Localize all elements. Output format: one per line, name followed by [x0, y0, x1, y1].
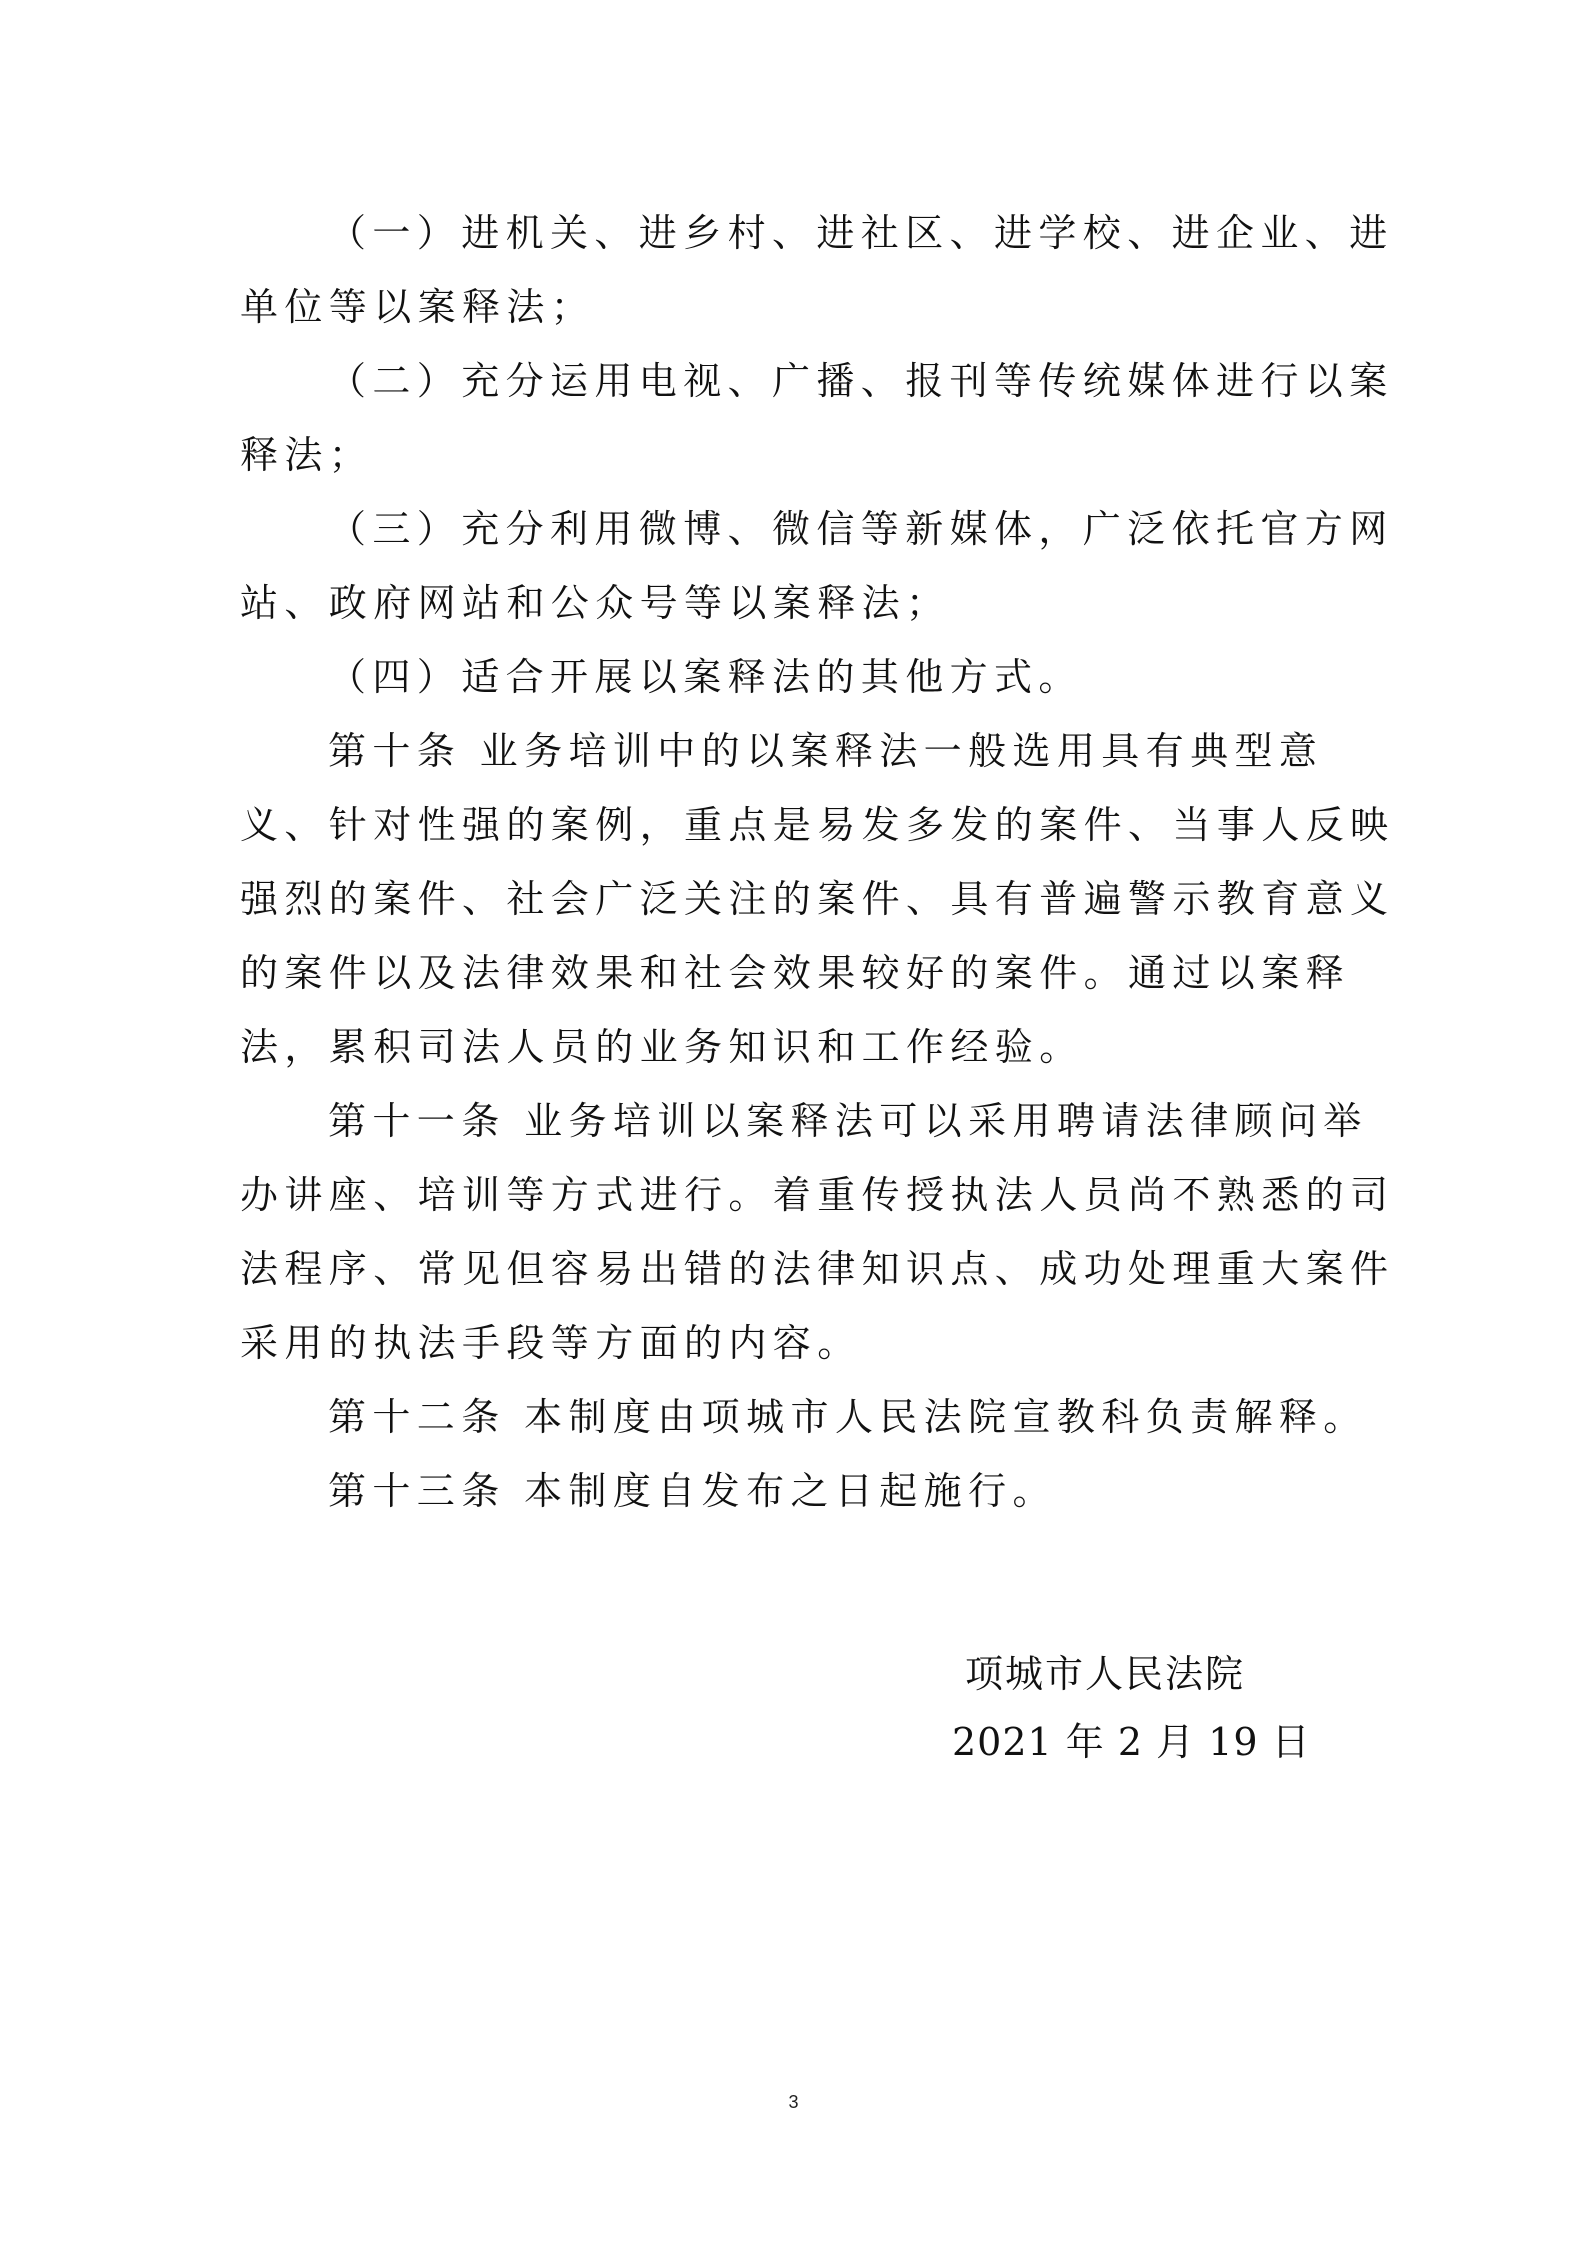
paragraph-line-item-1: （一）进机关、进乡村、进社区、进学校、进企业、进 — [328, 211, 1394, 255]
page-number: 3 — [788, 2092, 799, 2112]
signature-organization: 项城市人民法院 — [965, 1652, 1246, 1696]
document-body — [240, 196, 1395, 1528]
paragraph-line-article-10-cont-2: 强烈的案件、社会广泛关注的案件、具有普遍警示教育意义 — [240, 877, 1395, 921]
paragraph-line-article-11-cont-1: 办讲座、培训等方式进行。着重传授执法人员尚不熟悉的司 — [240, 1173, 1395, 1217]
paragraph-line-article-11-cont-3: 采用的执法手段等方面的内容。 — [240, 1321, 862, 1365]
paragraph-line-item-2-cont: 释法； — [240, 433, 374, 477]
paragraph-line-article-11-cont-2: 法程序、常见但容易出错的法律知识点、成功处理重大案件 — [240, 1247, 1395, 1291]
signature-date: 2021 年 2 月 19 日 — [952, 1720, 1311, 1764]
paragraph-line-article-10-cont-3: 的案件以及法律效果和社会效果较好的案件。通过以案释 — [240, 951, 1351, 995]
paragraph-line-article-10: 第十条 业务培训中的以案释法一般选用具有典型意 — [328, 729, 1324, 773]
paragraph-line-article-10-cont-1: 义、针对性强的案例，重点是易发多发的案件、当事人反映 — [240, 803, 1395, 847]
paragraph-line-item-3-cont: 站、政府网站和公众号等以案释法； — [240, 581, 951, 625]
paragraph-line-item-1-cont: 单位等以案释法； — [240, 285, 596, 329]
signature-block — [952, 1640, 1311, 1776]
paragraph-line-item-3: （三）充分利用微博、微信等新媒体，广泛依托官方网 — [328, 507, 1394, 551]
paragraph-line-item-2: （二）充分运用电视、广播、报刊等传统媒体进行以案 — [328, 359, 1394, 403]
paragraph-line-item-4: （四）适合开展以案释法的其他方式。 — [328, 655, 1083, 699]
paragraph-line-article-11: 第十一条 业务培训以案释法可以采用聘请法律顾问举 — [328, 1099, 1368, 1143]
paragraph-line-article-13: 第十三条 本制度自发布之日起施行。 — [328, 1469, 1057, 1513]
paragraph-line-article-10-cont-4: 法，累积司法人员的业务知识和工作经验。 — [240, 1025, 1084, 1069]
paragraph-line-article-12: 第十二条 本制度由项城市人民法院宣教科负责解释。 — [328, 1395, 1368, 1439]
